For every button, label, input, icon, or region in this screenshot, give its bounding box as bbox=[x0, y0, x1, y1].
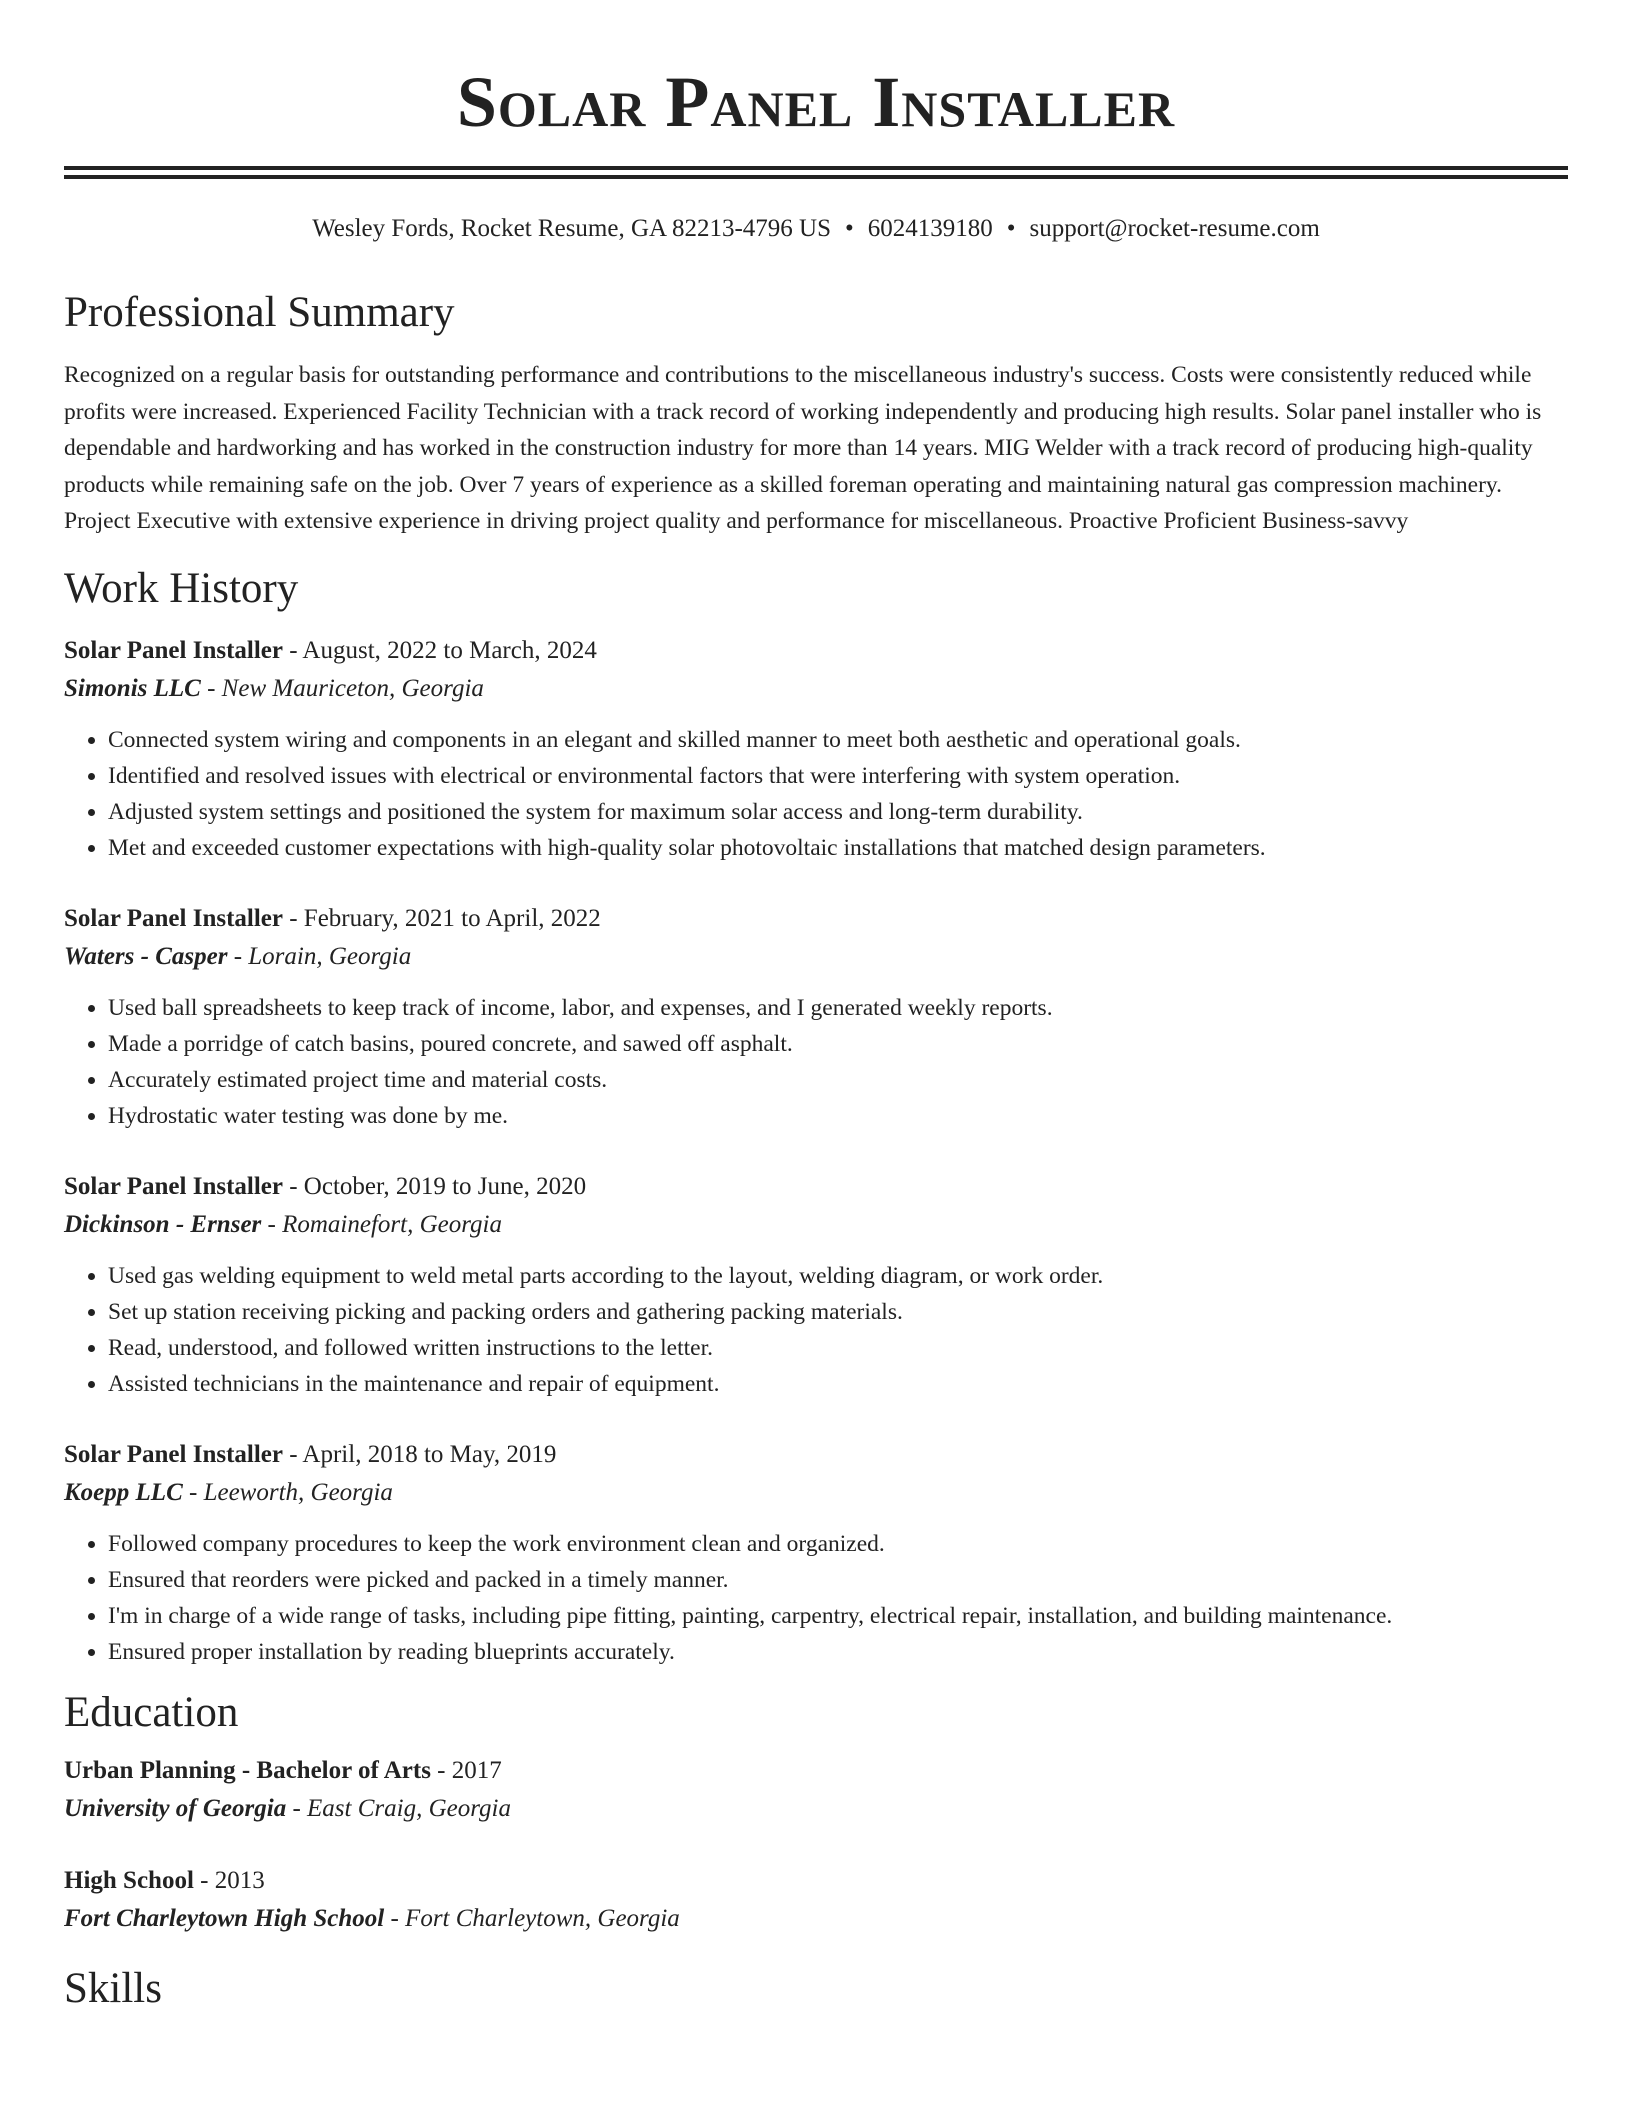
job-duty: • Assisted technicians in the maintenance and repair of equipment. bbox=[108, 1366, 1568, 1402]
job-title: Solar Panel Installer bbox=[64, 1440, 283, 1468]
job-location: - Leeworth, Georgia bbox=[182, 1478, 393, 1506]
job-title: Solar Panel Installer bbox=[64, 636, 283, 664]
job-dates: - February, 2021 to April, 2022 bbox=[282, 904, 601, 932]
summary-heading: Professional Summary bbox=[64, 289, 455, 336]
job-entry bbox=[64, 632, 1568, 866]
job-company-line bbox=[64, 938, 1568, 976]
education-degree: High School bbox=[64, 1866, 194, 1894]
education-school-line bbox=[64, 1900, 1568, 1938]
job-duties-list bbox=[64, 1258, 1568, 1402]
skills-heading: Skills bbox=[64, 1964, 162, 2012]
job-duty: • Connected system wiring and components in an elegant and skilled manner to meet both aesthetic and operational goals. bbox=[108, 722, 1568, 758]
job-title: Solar Panel Installer bbox=[64, 1172, 283, 1200]
job-entry bbox=[64, 1168, 1568, 1402]
education-entry bbox=[64, 1752, 1568, 1828]
contact-email: support@rocket-resume.com bbox=[1029, 215, 1320, 242]
job-company: Koepp LLC bbox=[64, 1478, 183, 1506]
job-location: - Lorain, Georgia bbox=[227, 942, 412, 970]
divider-line-top bbox=[64, 166, 1568, 170]
job-duty: • Followed company procedures to keep the work environment clean and organized. bbox=[108, 1526, 1568, 1562]
title-divider bbox=[64, 166, 1568, 179]
education-degree-line bbox=[64, 1752, 1568, 1790]
job-duty: • Set up station receiving picking and packing orders and gathering packing materials. bbox=[108, 1294, 1568, 1330]
contact-separator: • bbox=[1006, 215, 1016, 242]
job-company-line bbox=[64, 1474, 1568, 1512]
education-heading: Education bbox=[64, 1688, 239, 1736]
divider-line-bottom bbox=[64, 175, 1568, 179]
education-section bbox=[64, 1688, 1568, 1938]
job-duty: • I'm in charge of a wide range of tasks, including pipe fitting, painting, carpentry, electrical repair, installation, and building maintenance. bbox=[108, 1598, 1568, 1634]
job-entry bbox=[64, 1436, 1568, 1670]
job-duty: • Met and exceeded customer expectations with high-quality solar photovoltaic installations that matched design parameters. bbox=[108, 830, 1568, 866]
job-dates: - August, 2022 to March, 2024 bbox=[282, 636, 597, 664]
job-duty: • Used gas welding equipment to weld metal parts according to the layout, welding diagram, or work order. bbox=[108, 1258, 1568, 1294]
skills-section bbox=[64, 1964, 1568, 2014]
job-duty: • Ensured proper installation by reading blueprints accurately. bbox=[108, 1634, 1568, 1670]
job-duty: • Ensured that reorders were picked and packed in a timely manner. bbox=[108, 1562, 1568, 1598]
education-school: Fort Charleytown High School bbox=[64, 1904, 385, 1932]
job-duty: • Read, understood, and followed written instructions to the letter. bbox=[108, 1330, 1568, 1366]
work-history-heading: Work History bbox=[64, 564, 299, 612]
job-duty: • Accurately estimated project time and material costs. bbox=[108, 1062, 1568, 1098]
job-title: Solar Panel Installer bbox=[64, 904, 283, 932]
job-location: - Romainefort, Georgia bbox=[261, 1210, 502, 1238]
job-duties-list bbox=[64, 990, 1568, 1134]
job-company: Dickinson - Ernser bbox=[64, 1210, 262, 1238]
job-duty: • Identified and resolved issues with electrical or environmental factors that were interfering with system operation. bbox=[108, 758, 1568, 794]
contact-separator: • bbox=[844, 215, 854, 242]
job-entry bbox=[64, 900, 1568, 1134]
job-company: Waters - Casper bbox=[64, 942, 228, 970]
job-title-line bbox=[64, 900, 1568, 938]
education-school-line bbox=[64, 1790, 1568, 1828]
work-history-section bbox=[64, 564, 1568, 1670]
job-company: Simonis LLC bbox=[64, 674, 201, 702]
summary-section bbox=[64, 288, 1568, 540]
education-entry bbox=[64, 1862, 1568, 1938]
education-year: - 2017 bbox=[430, 1756, 502, 1784]
education-degree-line bbox=[64, 1862, 1568, 1900]
job-title-line bbox=[64, 1436, 1568, 1474]
job-location: - New Mauriceton, Georgia bbox=[200, 674, 484, 702]
education-degree: Urban Planning - Bachelor of Arts bbox=[64, 1756, 431, 1784]
job-company-line bbox=[64, 670, 1568, 708]
job-duty: • Used ball spreadsheets to keep track of income, labor, and expenses, and I generated weekly reports. bbox=[108, 990, 1568, 1026]
summary-text: Recognized on a regular basis for outstanding performance and contributions to the miscellaneous industry's success. Costs were consistently reduced while profits were increased. Experienced Facility Technician with a track record of working independently and producing high results. Solar panel installer who is dependable and hardworking and has worked in the construction industry for more than 14 years. MIG Welder with a track record of producing high-quality products while remaining safe on the job. Over 7 years of experience as a skilled foreman operating and maintaining natural gas compression machinery. Project Executive with extensive experience in driving project quality and performance for miscellaneous. Proactive Proficient Business-savvy bbox=[64, 362, 1542, 534]
contact-line bbox=[64, 213, 1568, 245]
education-school: University of Georgia bbox=[64, 1794, 287, 1822]
contact-phone: 6024139180 bbox=[867, 215, 993, 242]
job-title-line bbox=[64, 632, 1568, 670]
education-year: - 2013 bbox=[193, 1866, 265, 1894]
contact-address: Wesley Fords, Rocket Resume, GA 82213-4796 US bbox=[312, 215, 831, 242]
job-duty: • Hydrostatic water testing was done by me. bbox=[108, 1098, 1568, 1134]
education-location: - East Craig, Georgia bbox=[286, 1794, 511, 1822]
job-duty: • Made a porridge of catch basins, poured concrete, and sawed off asphalt. bbox=[108, 1026, 1568, 1062]
job-dates: - April, 2018 to May, 2019 bbox=[282, 1440, 557, 1468]
resume-page bbox=[64, 0, 1568, 2014]
job-duty: • Adjusted system settings and positioned the system for maximum solar access and long-term durability. bbox=[108, 794, 1568, 830]
job-dates: - October, 2019 to June, 2020 bbox=[282, 1172, 587, 1200]
education-location: - Fort Charleytown, Georgia bbox=[384, 1904, 680, 1932]
job-duties-list bbox=[64, 1526, 1568, 1670]
job-title-line bbox=[64, 1168, 1568, 1206]
resume-title: Solar Panel Installer bbox=[456, 62, 1176, 142]
job-duties-list bbox=[64, 722, 1568, 866]
job-company-line bbox=[64, 1206, 1568, 1244]
